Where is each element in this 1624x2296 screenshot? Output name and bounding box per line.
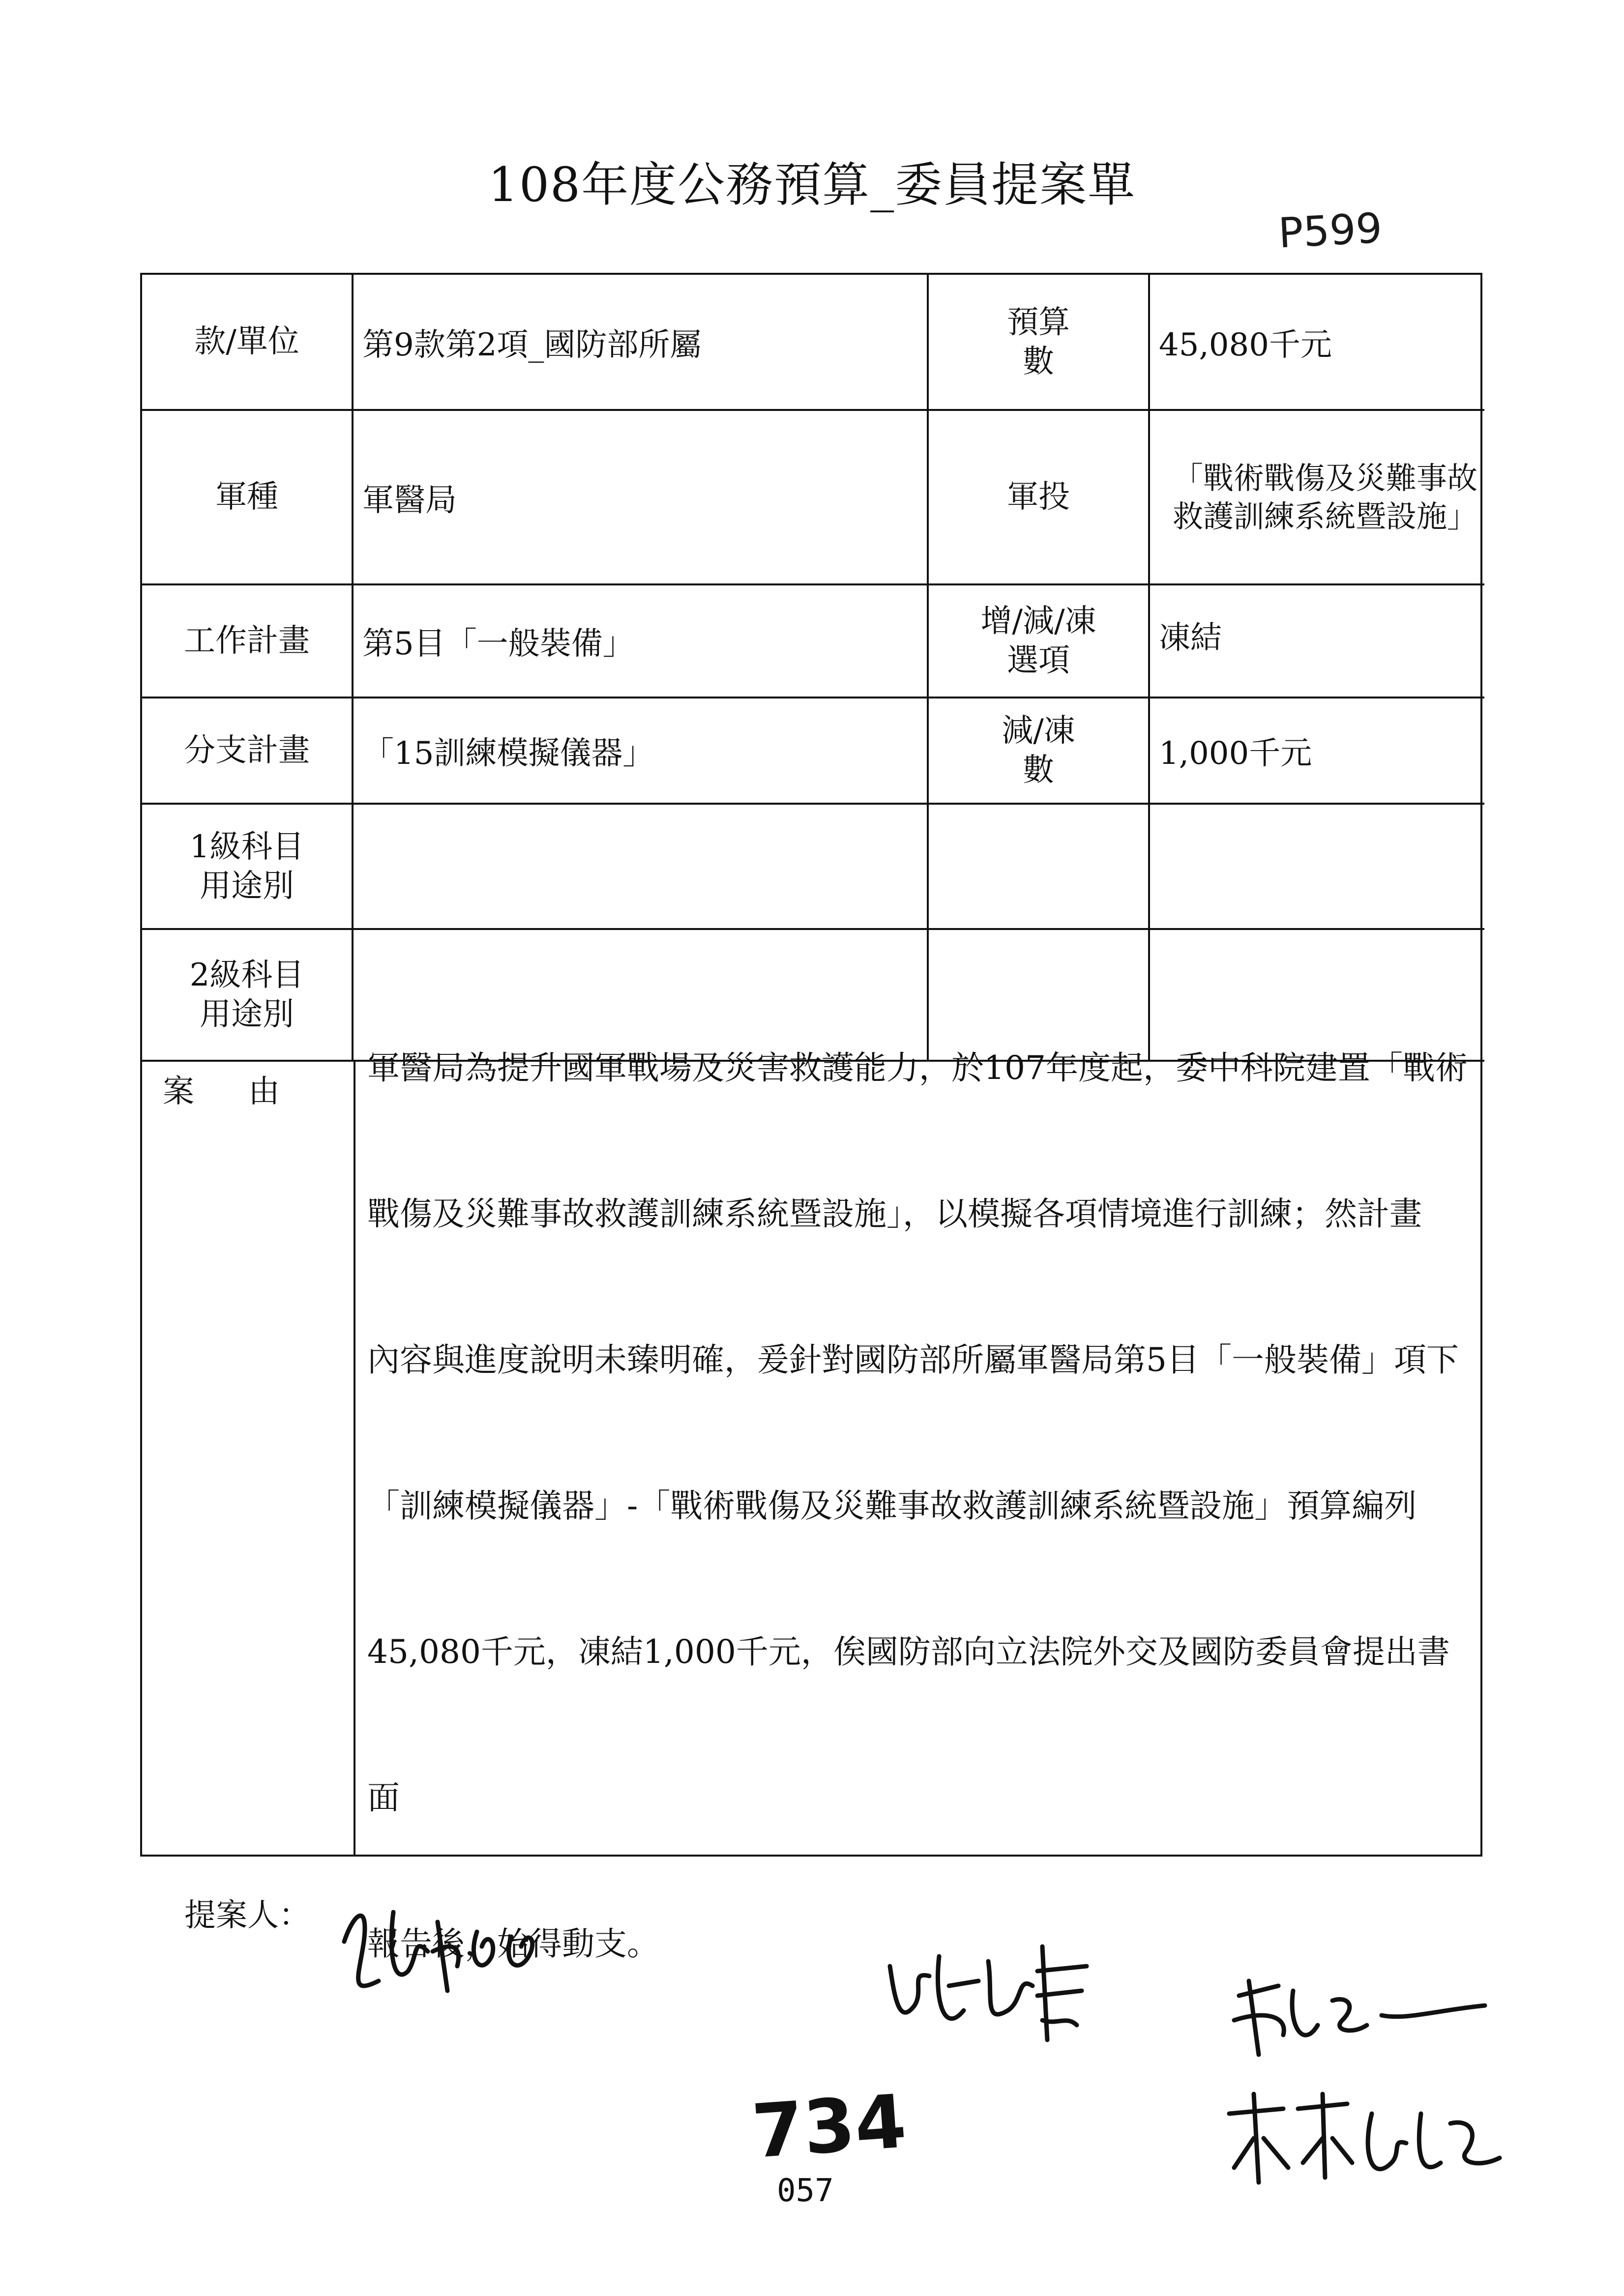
- page-number: 057: [777, 2173, 834, 2209]
- handwritten-signature-1: [334, 1883, 561, 2010]
- value-branch: 軍醫局: [354, 411, 929, 585]
- blank-level1-a: [929, 805, 1150, 930]
- handwritten-signature-3: [1219, 1966, 1495, 2074]
- page-title: 108年度公務預算_委員提案單: [488, 157, 1136, 212]
- label-option: 增/減/凍 選項: [929, 585, 1150, 698]
- value-unit: 第9款第2項_國防部所屬: [354, 275, 929, 411]
- label-branch: 軍種: [142, 411, 354, 585]
- label-reduce-amount: 減/凍 數: [929, 698, 1150, 805]
- value-sub-plan: 「15訓練模擬儀器」: [354, 698, 929, 805]
- value-reduce-amount: 1,000千元: [1150, 698, 1484, 805]
- value-budget: 45,080千元: [1150, 275, 1484, 411]
- value-work-plan: 第5目「一般裝備」: [354, 585, 929, 698]
- label-level1-subject: 1級科目 用途別: [142, 805, 354, 930]
- label-budget: 預算 數: [929, 275, 1150, 411]
- label-military-investment: 軍投: [929, 411, 1150, 585]
- value-option: 凍結: [1150, 585, 1484, 698]
- label-level2-subject: 2級科目 用途別: [142, 930, 354, 1062]
- value-military-investment: 「戰術戰傷及災難事故 救護訓練系統暨設施」: [1150, 411, 1484, 585]
- handwritten-number: 734: [749, 2079, 909, 2175]
- handwritten-signature-4: [1214, 2084, 1519, 2202]
- label-sub-plan: 分支計畫: [142, 698, 354, 805]
- label-unit: 款/單位: [142, 275, 354, 411]
- handwritten-reference: P599: [1277, 203, 1384, 258]
- blank-level1-b: [1150, 805, 1484, 930]
- label-work-plan: 工作計畫: [142, 585, 354, 698]
- handwritten-signature-2: [880, 1927, 1136, 2055]
- proposer-label: 提案人：: [184, 1897, 310, 1934]
- reason-text: 軍醫局為提升國軍戰場及災害救護能力，於107年度起，委中科院建置「戰術 戰傷及災難事故救護訓練系統暨設施」，以模擬各項情境進行訓練；然計畫 內容與進度說明未臻明確，爰針對國防部所屬軍醫局第5目「一般裝備」項下 「訓練模擬儀器」-「戰術戰傷及災難事故救護訓練系統暨設施」預算編列 45,080千元，凍結1,000千元，俟國防部向立法院外交及國防委員會提出書面 報告後，始得動支。: [367, 1049, 1468, 1963]
- reason-label: 案由: [163, 1074, 334, 1110]
- value-level1-subject: [354, 805, 929, 930]
